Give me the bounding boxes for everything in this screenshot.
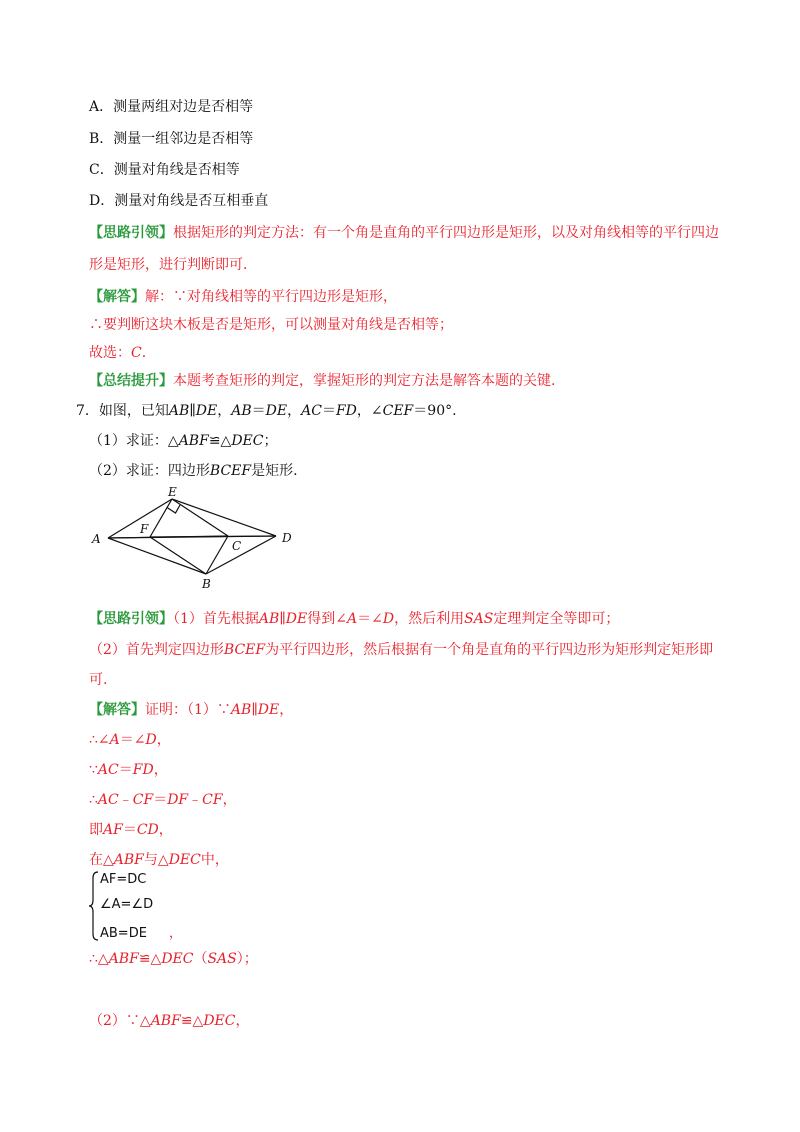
answer-tag: 【解答】 xyxy=(89,702,145,718)
q7-stem: 7．如图，已知AB∥DE，AB＝DE，AC＝FD，∠CEF＝90°. xyxy=(76,403,457,419)
text-run: 即 xyxy=(89,822,103,838)
text-run: 证明：（1）∵ xyxy=(145,702,231,718)
text-run: ， xyxy=(222,792,237,808)
text-run: ﹣ xyxy=(118,792,133,808)
q6-answer-line-1: 【解答】解：∵对角线相等的平行四边形是矩形， xyxy=(89,289,397,305)
math-variable: DE xyxy=(195,403,218,419)
math-variable: ABF xyxy=(108,951,139,967)
q7-sub-1 xyxy=(89,432,277,450)
text-run: ＝ xyxy=(118,762,133,778)
label-C: C xyxy=(232,539,242,553)
math-variable: DEC xyxy=(203,1013,236,1029)
q7-part-2 xyxy=(89,1012,249,1030)
q7-answer-line-3 xyxy=(89,761,168,779)
text-run: ＝ xyxy=(122,822,137,838)
math-variable: DE xyxy=(265,403,288,419)
math-variable: D xyxy=(145,732,157,748)
text-run: ≌△ xyxy=(208,433,232,449)
text-run: ， xyxy=(287,403,302,419)
label-D: D xyxy=(282,531,292,545)
math-variable: BCEF xyxy=(209,463,252,479)
label-E: E xyxy=(168,485,177,499)
hint-tag: 【思路引领】 xyxy=(89,611,173,627)
q7-stem-text xyxy=(99,403,457,419)
q7-sub-2 xyxy=(89,462,298,480)
math-variable: D xyxy=(382,611,395,627)
q7-answer-line-6 xyxy=(89,851,229,869)
q7-hint-line-1 xyxy=(89,610,619,628)
text-run: 如图，已知 xyxy=(98,403,169,419)
geometry-figure xyxy=(86,484,306,592)
text-run: ＝ xyxy=(251,403,266,419)
math-variable: CEF xyxy=(382,403,414,419)
q6-answer-line-3: 故选：C. xyxy=(89,345,147,361)
left-brace-icon xyxy=(88,870,100,942)
text-run: ∴∠ xyxy=(89,732,110,748)
text-run: ≌△ xyxy=(180,1013,204,1029)
text-run: ； xyxy=(263,433,278,449)
q7-answer-line-2 xyxy=(89,731,171,749)
text-run: ∥ xyxy=(279,611,286,627)
segment-EF xyxy=(150,499,172,537)
text-run: ， xyxy=(235,1013,250,1029)
math-variable: DEC xyxy=(168,852,201,868)
segment-FB xyxy=(150,537,206,574)
system-row-1: AF=DC xyxy=(100,872,147,887)
math-variable: CF xyxy=(132,792,154,808)
q7-hint-line-3: 可. xyxy=(89,672,108,688)
q7-answer-line-5 xyxy=(89,821,173,839)
text-run: ＝ xyxy=(321,403,336,419)
math-variable: CF xyxy=(202,792,223,808)
math-variable: FD xyxy=(132,762,154,778)
text-run: （2）求证：四边形 xyxy=(89,463,210,479)
q7-hint-line-2 xyxy=(89,641,713,659)
text-run: 定理判定全等即可； xyxy=(493,611,620,627)
option-d: D．测量对角线是否互相垂直 xyxy=(89,193,269,209)
system-row-2: ∠A=∠D xyxy=(100,897,154,912)
math-variable: AB xyxy=(231,403,252,419)
text-run: ∥ xyxy=(251,702,258,718)
math-variable: DEC xyxy=(161,951,194,967)
math-variable: DE xyxy=(285,611,308,627)
math-variable: ABF xyxy=(178,433,209,449)
system-row-3: AB=DE ， xyxy=(100,926,182,941)
math-variable: A xyxy=(346,611,358,627)
q6-hint-line-1: 【思路引领】根据矩形的判定方法：有一个角是直角的平行四边形是矩形，以及对角线相等的平行四边 xyxy=(89,225,719,241)
math-variable: SAS xyxy=(464,611,494,627)
text-run: ， xyxy=(153,762,168,778)
segment-EC xyxy=(172,499,228,536)
math-variable: AC xyxy=(97,792,119,808)
text-run: ，∠ xyxy=(356,403,383,419)
math-variable: ABF xyxy=(113,852,144,868)
text-run: 为平行四边形，然后根据有一个角是直角的平行四边形为矩形判定矩形即 xyxy=(265,642,714,658)
text-run: 是矩形. xyxy=(251,463,298,479)
math-variable: AB xyxy=(230,702,252,718)
label-B: B xyxy=(202,577,211,591)
text-run: 与△ xyxy=(143,852,169,868)
text-run: ）； xyxy=(236,951,258,967)
math-variable: AF xyxy=(103,822,123,838)
option-c: C．测量对角线是否相等 xyxy=(89,162,240,178)
math-variable: DF xyxy=(167,792,189,808)
text-run: 在△ xyxy=(89,852,114,868)
text-run: ∴ xyxy=(89,792,98,808)
q7-conclusion-1 xyxy=(89,950,258,968)
math-variable: AB xyxy=(168,403,190,419)
math-variable: BCEF xyxy=(223,642,266,658)
math-variable: SAS xyxy=(207,951,237,967)
option-a: A．测量两组对边是否相等 xyxy=(89,99,254,115)
text-run: 中， xyxy=(200,852,229,868)
math-variable: FD xyxy=(335,403,357,419)
text-run: ﹣ xyxy=(188,792,203,808)
text-run: ，然后利用 xyxy=(394,611,465,627)
text-run: （1）首先根据 xyxy=(173,611,259,627)
q7-answer-line-4 xyxy=(89,791,237,809)
text-run: ， xyxy=(156,732,171,748)
text-run: ＝ xyxy=(153,792,168,808)
text-run: （2）首先判定四边形 xyxy=(89,642,224,658)
text-run: ＝∠ xyxy=(119,732,146,748)
q6-hint-line-2: 形是矩形，进行判断即可. xyxy=(89,257,248,273)
right-angle-mark xyxy=(167,505,180,513)
system-comma: ， xyxy=(168,926,182,941)
math-variable: AC xyxy=(97,762,119,778)
text-run: （2）∵△ xyxy=(89,1013,151,1029)
hint-tag: 【思路引领】 xyxy=(89,225,173,241)
math-variable: AB xyxy=(258,611,280,627)
text-run: 得到∠ xyxy=(307,611,347,627)
text-run: （1）求证：△ xyxy=(89,433,179,449)
option-b: B．测量一组邻边是否相等 xyxy=(89,131,254,147)
text-run: ＝∠ xyxy=(357,611,383,627)
summary-tag: 【总结提升】 xyxy=(89,373,173,389)
text-run: ∴△ xyxy=(89,951,109,967)
text-run: ， xyxy=(158,822,173,838)
label-F: F xyxy=(140,522,149,536)
segment-ED xyxy=(172,499,276,536)
segment-AB xyxy=(108,538,206,574)
answer-tag: 【解答】 xyxy=(89,289,145,305)
text-run: （ xyxy=(193,951,208,967)
math-variable: AC xyxy=(301,403,322,419)
q6-summary: 【总结提升】本题考查矩形的判定，掌握矩形的判定方法是解答本题的关键. xyxy=(89,373,556,389)
text-run: ∵ xyxy=(89,762,98,778)
text-run: ≌△ xyxy=(138,951,162,967)
q7-answer-line-1 xyxy=(89,701,293,719)
math-variable: ABF xyxy=(150,1013,181,1029)
math-variable: CD xyxy=(136,822,159,838)
text-run: ， xyxy=(279,702,294,718)
text-run: ∥ xyxy=(189,403,196,419)
label-A: A xyxy=(92,532,101,546)
text-run: ， xyxy=(217,403,232,419)
math-variable: DEC xyxy=(231,433,264,449)
equation-system xyxy=(88,870,208,942)
text-run: ＝90°. xyxy=(413,403,457,419)
q6-answer-line-2: ∴要判断这块木板是否是矩形，可以测量对角线是否相等； xyxy=(89,317,453,333)
math-variable: A xyxy=(109,732,120,748)
math-variable: DE xyxy=(257,702,280,718)
